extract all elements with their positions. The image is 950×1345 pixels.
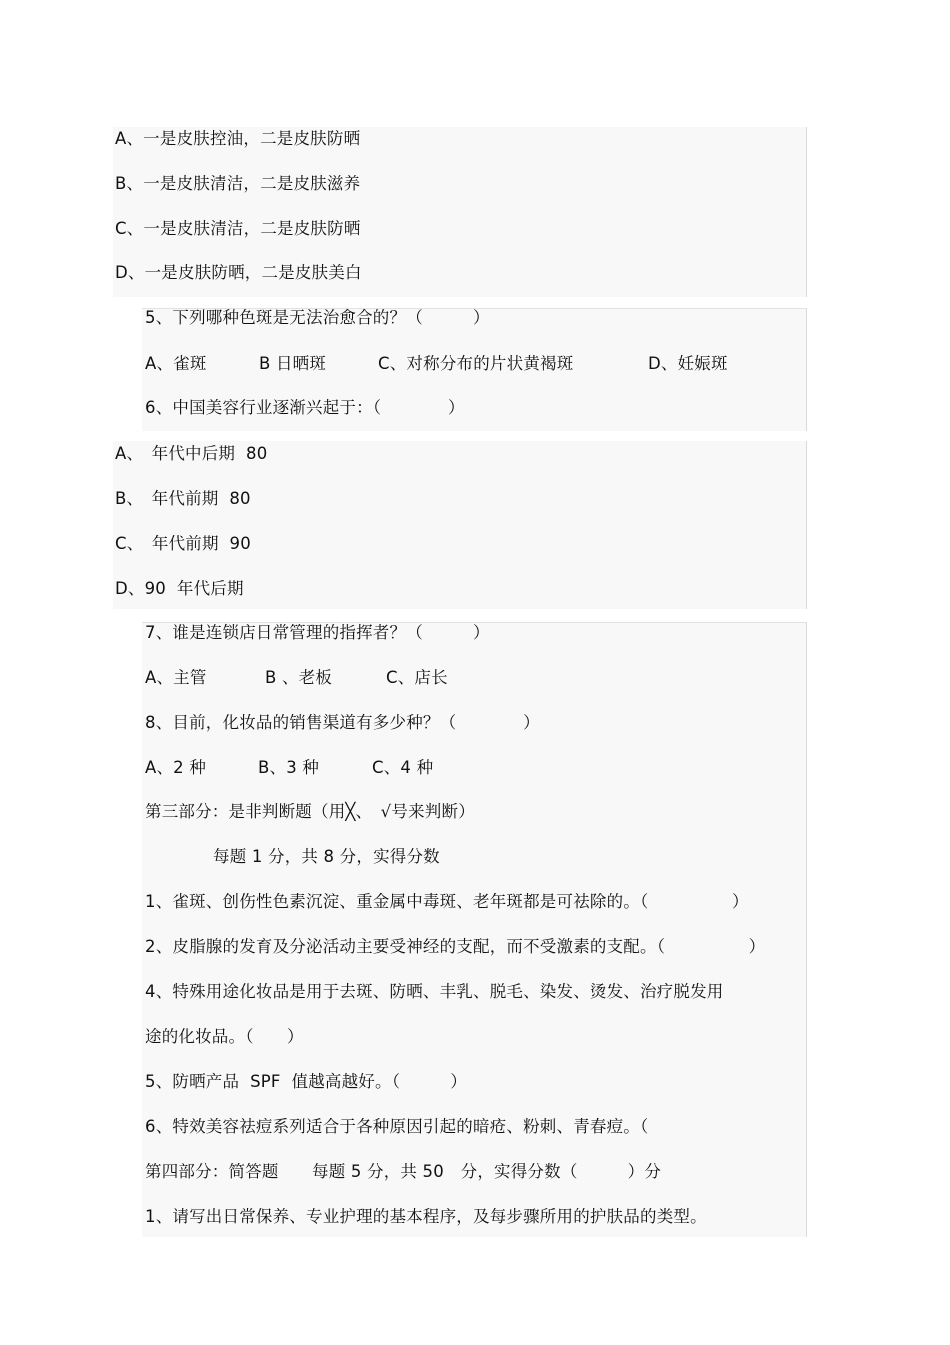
q7-question: 7、谁是连锁店日常管理的指挥者？（ ） [145, 623, 490, 642]
part4-title: 第四部分：简答题 每题 5 分，共 50 分，实得分数（ ）分 [145, 1162, 662, 1181]
q6-question: 6、中国美容行业逐渐兴起于：（ ） [145, 398, 465, 417]
q5-option-a: A、雀斑 [145, 354, 207, 373]
part3-title: 第三部分：是非判断题（用╳、 √号来判断） [145, 802, 475, 821]
q8-option-a: A、2 种 [145, 758, 207, 777]
q6-option-a: A、 年代中后期 80 [115, 444, 268, 463]
part4-item-1: 1、请写出日常保养、专业护理的基本程序，及每步骤所用的护肤品的类型。 [145, 1207, 707, 1226]
part3-item-4: 4、特殊用途化妆品是用于去斑、防晒、丰乳、脱毛、染发、烫发、治疗脱发用 [145, 982, 724, 1001]
part3-item-5: 5、防晒产品 SPF 值越高越好。（ ） [145, 1072, 467, 1091]
part3-item-1: 1、雀斑、创伤性色素沉淀、重金属中毒斑、老年斑都是可祛除的。（ ） [145, 892, 749, 911]
q6-option-b: B、 年代前期 80 [115, 489, 251, 508]
part3-item-4-continued: 途的化妆品。（ ） [145, 1027, 304, 1046]
q5-option-b: B 日晒斑 [259, 354, 327, 373]
q7-option-a: A、主管 [145, 668, 207, 687]
q7-option-c: C、店长 [386, 668, 448, 687]
part3-item-6: 6、特效美容祛痘系列适合于各种原因引起的暗疮、粉刺、青春痘。（ [145, 1117, 649, 1136]
q8-option-c: C、4 种 [372, 758, 434, 777]
q4-option-b: B、一是皮肤清洁，二是皮肤滋养 [115, 174, 361, 193]
q8-option-b: B、3 种 [258, 758, 320, 777]
q4-option-d: D、一是皮肤防晒，二是皮肤美白 [115, 263, 362, 282]
part3-scoring: 每题 1 分，共 8 分，实得分数 [213, 847, 440, 866]
q7-option-b: B 、老板 [265, 668, 333, 687]
q5-question: 5、下列哪种色斑是无法治愈合的？（ ） [145, 308, 490, 327]
q5-option-c: C、对称分布的片状黄褐斑 [378, 354, 574, 373]
q6-option-d: D、90 年代后期 [115, 579, 244, 598]
q5-option-d: D、妊娠斑 [648, 354, 728, 373]
q6-option-c: C、 年代前期 90 [115, 534, 251, 553]
q8-question: 8、目前，化妆品的销售渠道有多少种？（ ） [145, 713, 540, 732]
part3-item-2: 2、皮脂腺的发育及分泌活动主要受神经的支配，而不受激素的支配。（ ） [145, 937, 766, 956]
q4-option-a: A、一是皮肤控油，二是皮肤防晒 [115, 129, 361, 148]
q4-option-c: C、一是皮肤清洁，二是皮肤防晒 [115, 219, 361, 238]
